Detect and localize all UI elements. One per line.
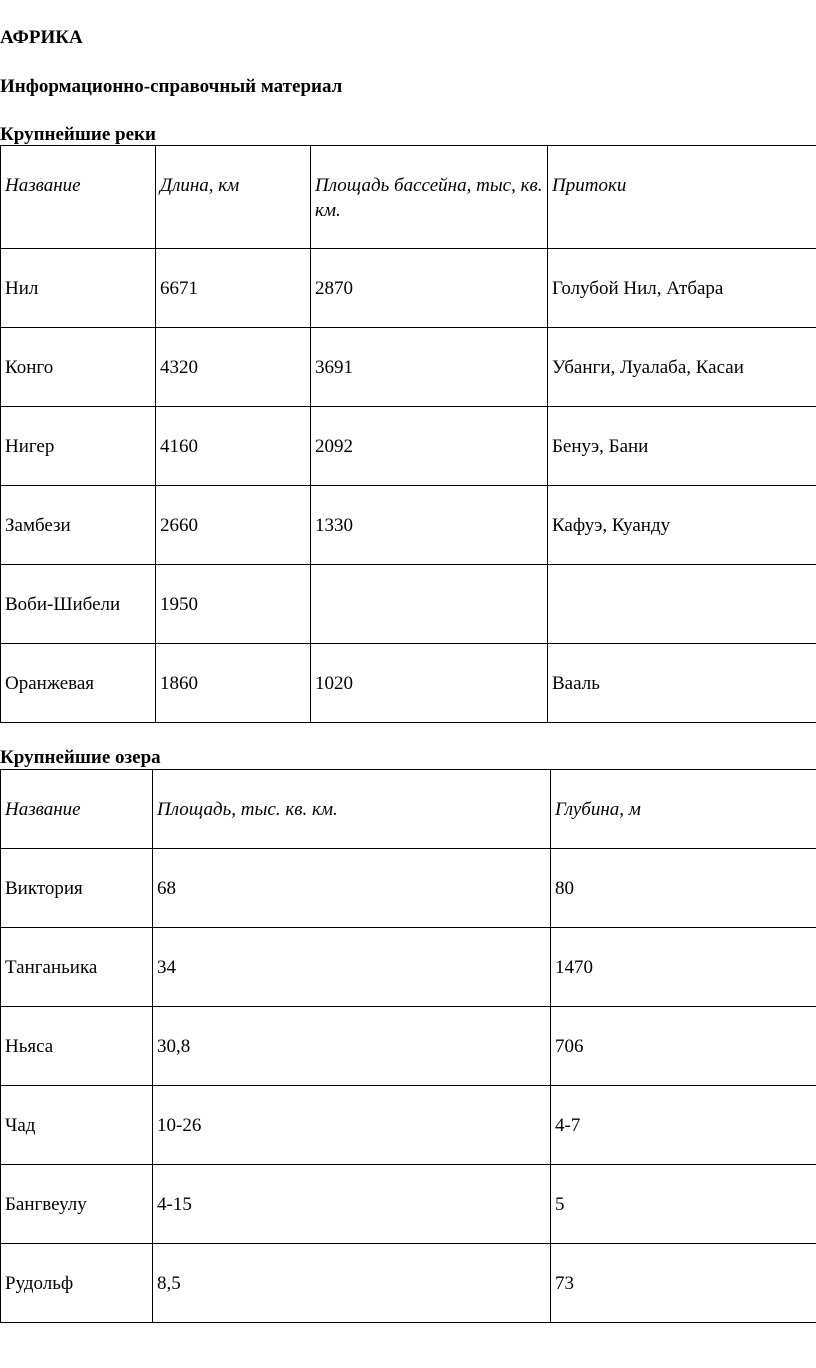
river-basin-area: 1020 xyxy=(311,644,548,723)
table-row xyxy=(1,644,816,723)
table-row xyxy=(1,249,816,328)
river-basin-area: 1330 xyxy=(311,486,548,565)
river-length: 2660 xyxy=(156,486,311,565)
river-basin-area xyxy=(311,565,548,644)
table-row xyxy=(1,1086,816,1165)
lake-area: 4-15 xyxy=(153,1165,551,1244)
river-length: 1950 xyxy=(156,565,311,644)
lake-area: 68 xyxy=(153,849,551,928)
lakes-table xyxy=(0,769,816,1323)
river-basin-area: 3691 xyxy=(311,328,548,407)
river-length: 6671 xyxy=(156,249,311,328)
column-header-name: Название xyxy=(1,146,156,249)
rivers-section-heading: Крупнейшие реки xyxy=(0,124,156,145)
table-row xyxy=(1,328,816,407)
column-header-tributaries: Притоки xyxy=(548,146,816,249)
river-tributaries: Голубой Нил, Атбара xyxy=(548,249,816,328)
table-row xyxy=(1,1007,816,1086)
lake-name: Рудольф xyxy=(1,1244,153,1323)
river-tributaries xyxy=(548,565,816,644)
lakes-section-heading: Крупнейшие озера xyxy=(0,747,161,768)
river-tributaries: Вааль xyxy=(548,644,816,723)
lake-name: Бангвеулу xyxy=(1,1165,153,1244)
column-header-basin-area: Площадь бассейна, тыс, кв. км. xyxy=(311,146,548,249)
table-row xyxy=(1,928,816,1007)
column-header-name: Название xyxy=(1,770,153,849)
river-name: Нигер xyxy=(1,407,156,486)
lake-depth: 4-7 xyxy=(551,1086,816,1165)
column-header-length: Длина, км xyxy=(156,146,311,249)
table-row xyxy=(1,407,816,486)
table-header-row xyxy=(1,770,816,849)
lake-depth: 80 xyxy=(551,849,816,928)
river-name: Конго xyxy=(1,328,156,407)
table-row xyxy=(1,1244,816,1323)
river-tributaries: Убанги, Луалаба, Касаи xyxy=(548,328,816,407)
column-header-depth: Глубина, м xyxy=(551,770,816,849)
river-length: 1860 xyxy=(156,644,311,723)
lake-name: Виктория xyxy=(1,849,153,928)
table-header-row xyxy=(1,146,816,249)
river-name: Воби-Шибели xyxy=(1,565,156,644)
lake-depth: 706 xyxy=(551,1007,816,1086)
lake-depth: 73 xyxy=(551,1244,816,1323)
river-name: Нил xyxy=(1,249,156,328)
lake-area: 34 xyxy=(153,928,551,1007)
river-basin-area: 2870 xyxy=(311,249,548,328)
river-basin-area: 2092 xyxy=(311,407,548,486)
river-tributaries: Бенуэ, Бани xyxy=(548,407,816,486)
lake-area: 30,8 xyxy=(153,1007,551,1086)
river-length: 4320 xyxy=(156,328,311,407)
lake-name: Чад xyxy=(1,1086,153,1165)
river-length: 4160 xyxy=(156,407,311,486)
lake-depth: 5 xyxy=(551,1165,816,1244)
lake-name: Ньяса xyxy=(1,1007,153,1086)
river-name: Замбези xyxy=(1,486,156,565)
river-tributaries: Кафуэ, Куанду xyxy=(548,486,816,565)
table-row xyxy=(1,849,816,928)
lake-name: Танганьика xyxy=(1,928,153,1007)
lake-area: 10-26 xyxy=(153,1086,551,1165)
document-title: АФРИКА xyxy=(0,27,83,48)
lake-depth: 1470 xyxy=(551,928,816,1007)
table-row xyxy=(1,486,816,565)
rivers-table xyxy=(0,145,816,723)
table-row xyxy=(1,1165,816,1244)
river-name: Оранжевая xyxy=(1,644,156,723)
column-header-area: Площадь, тыс. кв. км. xyxy=(153,770,551,849)
document-subtitle: Информационно-справочный материал xyxy=(0,76,343,97)
table-row xyxy=(1,565,816,644)
lake-area: 8,5 xyxy=(153,1244,551,1323)
